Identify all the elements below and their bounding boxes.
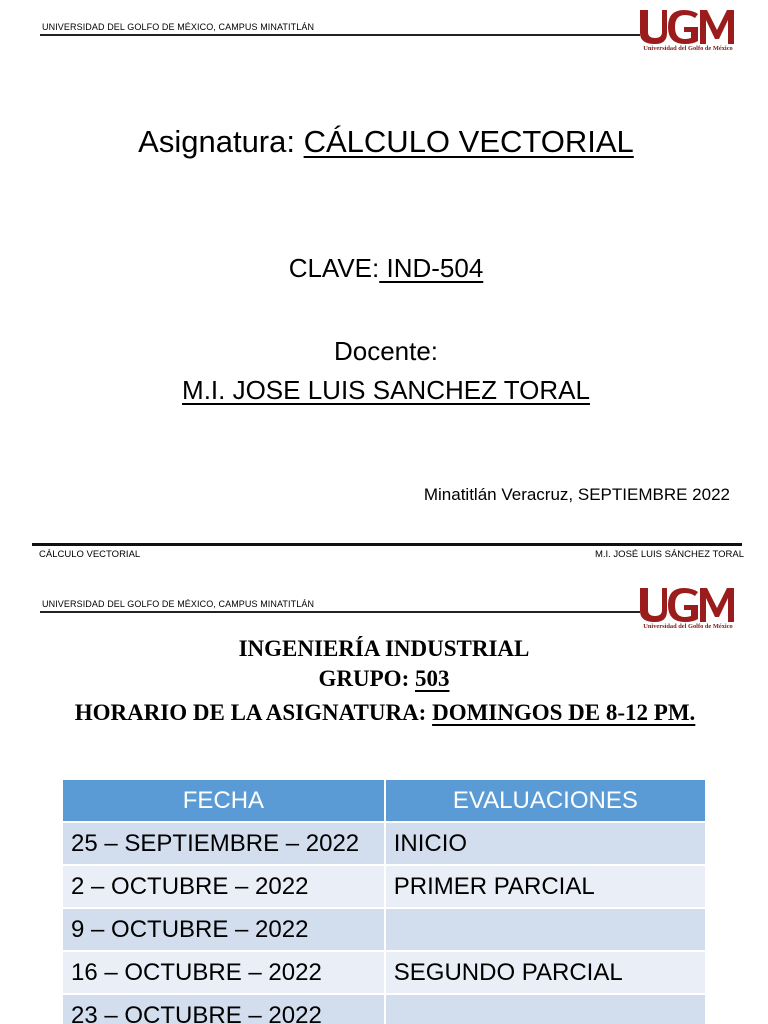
header-university: UNIVERSIDAD DEL GOLFO DE MÉXICO, CAMPUS MINATITLÁN: [42, 22, 315, 32]
footer-rule: [32, 543, 742, 546]
header-rule: [40, 611, 640, 613]
group-line: [0, 666, 768, 692]
cell-evaluation: SEGUNDO PARCIAL: [385, 951, 706, 994]
subject-name: CÁLCULO VECTORIAL: [303, 124, 634, 159]
ugm-logo-mark: [636, 586, 740, 624]
group-number: 503: [414, 666, 450, 691]
course-key-label: CLAVE:: [288, 253, 380, 283]
ugm-logo-mark: [636, 8, 740, 46]
header-rule: [40, 34, 640, 36]
cell-evaluation: [385, 994, 706, 1024]
header-university: UNIVERSIDAD DEL GOLFO DE MÉXICO, CAMPUS MINATITLÁN: [42, 599, 315, 609]
table-header-row: [63, 780, 706, 822]
cell-date: 2 – OCTUBRE – 2022: [63, 865, 385, 908]
table-row: [63, 908, 706, 951]
cell-date: 16 – OCTUBRE – 2022: [63, 951, 385, 994]
cell-evaluation: [385, 908, 706, 951]
logo-caption: Universidad del Golfo de México: [643, 45, 733, 52]
ugm-logo: [636, 8, 740, 54]
logo-caption: Universidad del Golfo de México: [643, 623, 733, 630]
teacher-name: [0, 375, 768, 406]
column-header-fecha: FECHA: [63, 780, 385, 822]
schedule-slide: [0, 578, 768, 1024]
footer-teacher: M.I. JOSÉ LUIS SÁNCHEZ TORAL: [594, 549, 744, 560]
schedule-label: HORARIO DE LA ASIGNATURA:: [74, 700, 433, 725]
cell-evaluation: PRIMER PARCIAL: [385, 865, 706, 908]
group-label: GRUPO:: [318, 666, 415, 691]
teacher-label: Docente:: [333, 336, 439, 366]
course-key: [0, 253, 768, 284]
subject-title: [0, 124, 768, 160]
course-key-value: IND-504: [379, 253, 484, 283]
footer-subject: CÁLCULO VECTORIAL: [39, 549, 141, 560]
cell-evaluation: INICIO: [385, 822, 706, 865]
teacher-name-text: M.I. JOSE LUIS SANCHEZ TORAL: [182, 375, 590, 405]
column-header-evaluaciones: EVALUACIONES: [385, 780, 706, 822]
ugm-logo: [636, 586, 740, 632]
place-date: Minatitlán Veracruz, SEPTIEMBRE 2022: [423, 485, 730, 504]
page-separator: [0, 570, 768, 578]
career-title: INGENIERÍA INDUSTRIAL: [238, 636, 530, 661]
table-row: [63, 994, 706, 1024]
table-row: [63, 865, 706, 908]
schedule-line: [60, 698, 710, 728]
table-row: [63, 951, 706, 994]
cell-date: 23 – OCTUBRE – 2022: [63, 994, 385, 1024]
cell-date: 9 – OCTUBRE – 2022: [63, 908, 385, 951]
cell-date: 25 – SEPTIEMBRE – 2022: [63, 822, 385, 865]
evaluation-table: [63, 780, 707, 1024]
table-row: [63, 822, 706, 865]
subject-label: Asignatura:: [138, 124, 304, 159]
schedule-value: DOMINGOS DE 8-12 PM.: [432, 700, 696, 725]
